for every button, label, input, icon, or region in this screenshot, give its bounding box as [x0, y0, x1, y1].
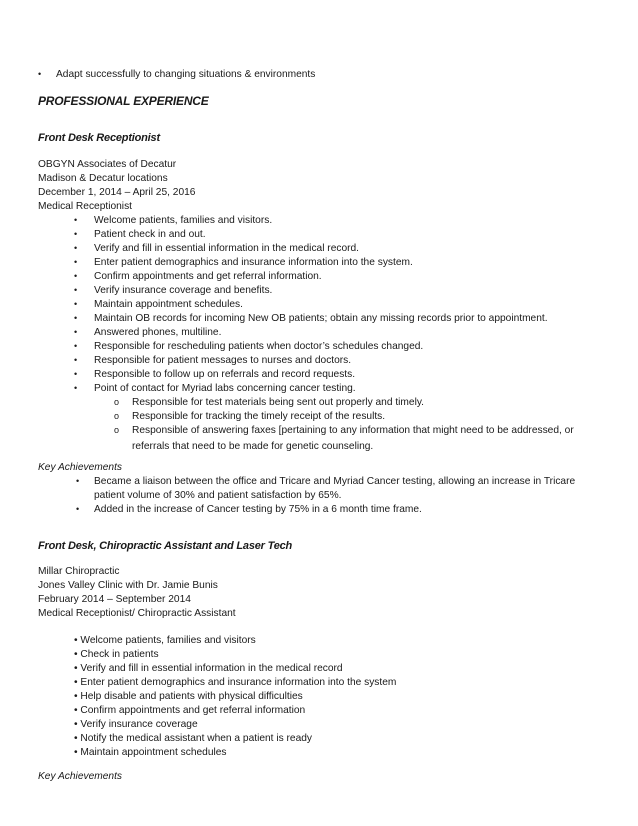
duty-item: Answered phones, multiline. — [94, 327, 222, 338]
bullet-marker: • — [76, 476, 80, 486]
sub-duty-item: Responsible for test materials being sent out properly and timely. — [132, 397, 424, 408]
duty-item: Verify and fill in essential information in the medical record. — [94, 243, 360, 254]
duty-item: Enter patient demographics and insurance information into the system. — [94, 257, 413, 268]
duty-item: • Welcome patients, families and visitors — [74, 635, 256, 646]
duty-item: • Enter patient demographics and insurance information into the system — [74, 677, 397, 688]
job-title: Front Desk Receptionist — [38, 132, 160, 144]
role: Medical Receptionist — [38, 201, 132, 212]
bullet-marker: • — [74, 257, 78, 267]
duty-item: • Confirm appointments and get referral information — [74, 705, 306, 716]
location: Jones Valley Clinic with Dr. Jamie Bunis — [38, 580, 218, 591]
duty-item: Responsible for rescheduling patients when doctor’s schedules changed. — [94, 341, 424, 352]
bullet-marker: • — [74, 341, 78, 351]
duty-item: Responsible to follow up on referrals and record requests. — [94, 369, 356, 380]
dates: December 1, 2014 – April 25, 2016 — [38, 187, 196, 198]
top-bullet-text: Adapt successfully to changing situations & environments — [56, 69, 316, 80]
bullet-marker: • — [74, 229, 78, 239]
duty-item: Welcome patients, families and visitors. — [94, 215, 273, 226]
bullet-marker: • — [74, 327, 78, 337]
job-title: Front Desk, Chiropractic Assistant and Laser Tech — [38, 540, 293, 552]
duty-item: • Help disable and patients with physical difficulties — [74, 691, 303, 702]
location: Madison & Decatur locations — [38, 173, 168, 184]
bullet-marker: • — [74, 383, 78, 393]
sub-bullet-marker: o — [114, 411, 120, 421]
sub-duty-item: Responsible for tracking the timely receipt of the results. — [132, 411, 386, 422]
duty-item: Verify insurance coverage and benefits. — [94, 285, 273, 296]
bullet-marker: • — [74, 215, 78, 225]
section-title: PROFESSIONAL EXPERIENCE — [38, 94, 209, 108]
bullet-marker: • — [74, 313, 78, 323]
employer: OBGYN Associates of Decatur — [38, 159, 177, 170]
duty-item: Maintain OB records for incoming New OB patients; obtain any missing records prior to appointment. — [94, 313, 548, 324]
bullet-marker: • — [74, 355, 78, 365]
duty-item: • Maintain appointment schedules — [74, 747, 227, 758]
sub-duty-continuation: referrals that need to be made for genetic counseling. — [132, 441, 374, 452]
duty-item: Maintain appointment schedules. — [94, 299, 243, 310]
sub-bullet-marker: o — [114, 397, 120, 407]
duty-item: • Notify the medical assistant when a patient is ready — [74, 733, 312, 744]
duty-item: Responsible for patient messages to nurses and doctors. — [94, 355, 352, 366]
achievement-item: Became a liaison between the office and Tricare and Myriad Cancer testing, allowing an increase in Tricare — [94, 476, 576, 487]
duty-item: • Check in patients — [74, 649, 159, 660]
bullet-marker: • — [74, 243, 78, 253]
duty-item: Patient check in and out. — [94, 229, 206, 240]
employer: Millar Chiropractic — [38, 566, 120, 577]
bullet-marker: • — [74, 369, 78, 379]
bullet-marker: • — [74, 285, 78, 295]
role: Medical Receptionist/ Chiropractic Assistant — [38, 608, 236, 619]
achievement-continuation: patient volume of 30% and patient satisfaction by 65%. — [94, 490, 342, 501]
dates: February 2014 – September 2014 — [38, 594, 191, 605]
bullet-marker: • — [74, 299, 78, 309]
bullet-marker: • — [74, 271, 78, 281]
key-achievements-label: Key Achievements — [38, 771, 122, 782]
duty-item: • Verify insurance coverage — [74, 719, 198, 730]
sub-bullet-marker: o — [114, 425, 120, 435]
bullet-marker: • — [38, 69, 42, 79]
sub-duty-item: Responsible of answering faxes [pertaining to any information that might need to be addressed, or — [132, 425, 574, 436]
duty-item: Confirm appointments and get referral information. — [94, 271, 322, 282]
duty-item: Point of contact for Myriad labs concerning cancer testing. — [94, 383, 356, 394]
bullet-marker: • — [76, 504, 80, 514]
key-achievements-label: Key Achievements — [38, 462, 122, 473]
duty-item: • Verify and fill in essential information in the medical record — [74, 663, 343, 674]
achievement-item: Added in the increase of Cancer testing by 75% in a 6 month time frame. — [94, 504, 422, 515]
